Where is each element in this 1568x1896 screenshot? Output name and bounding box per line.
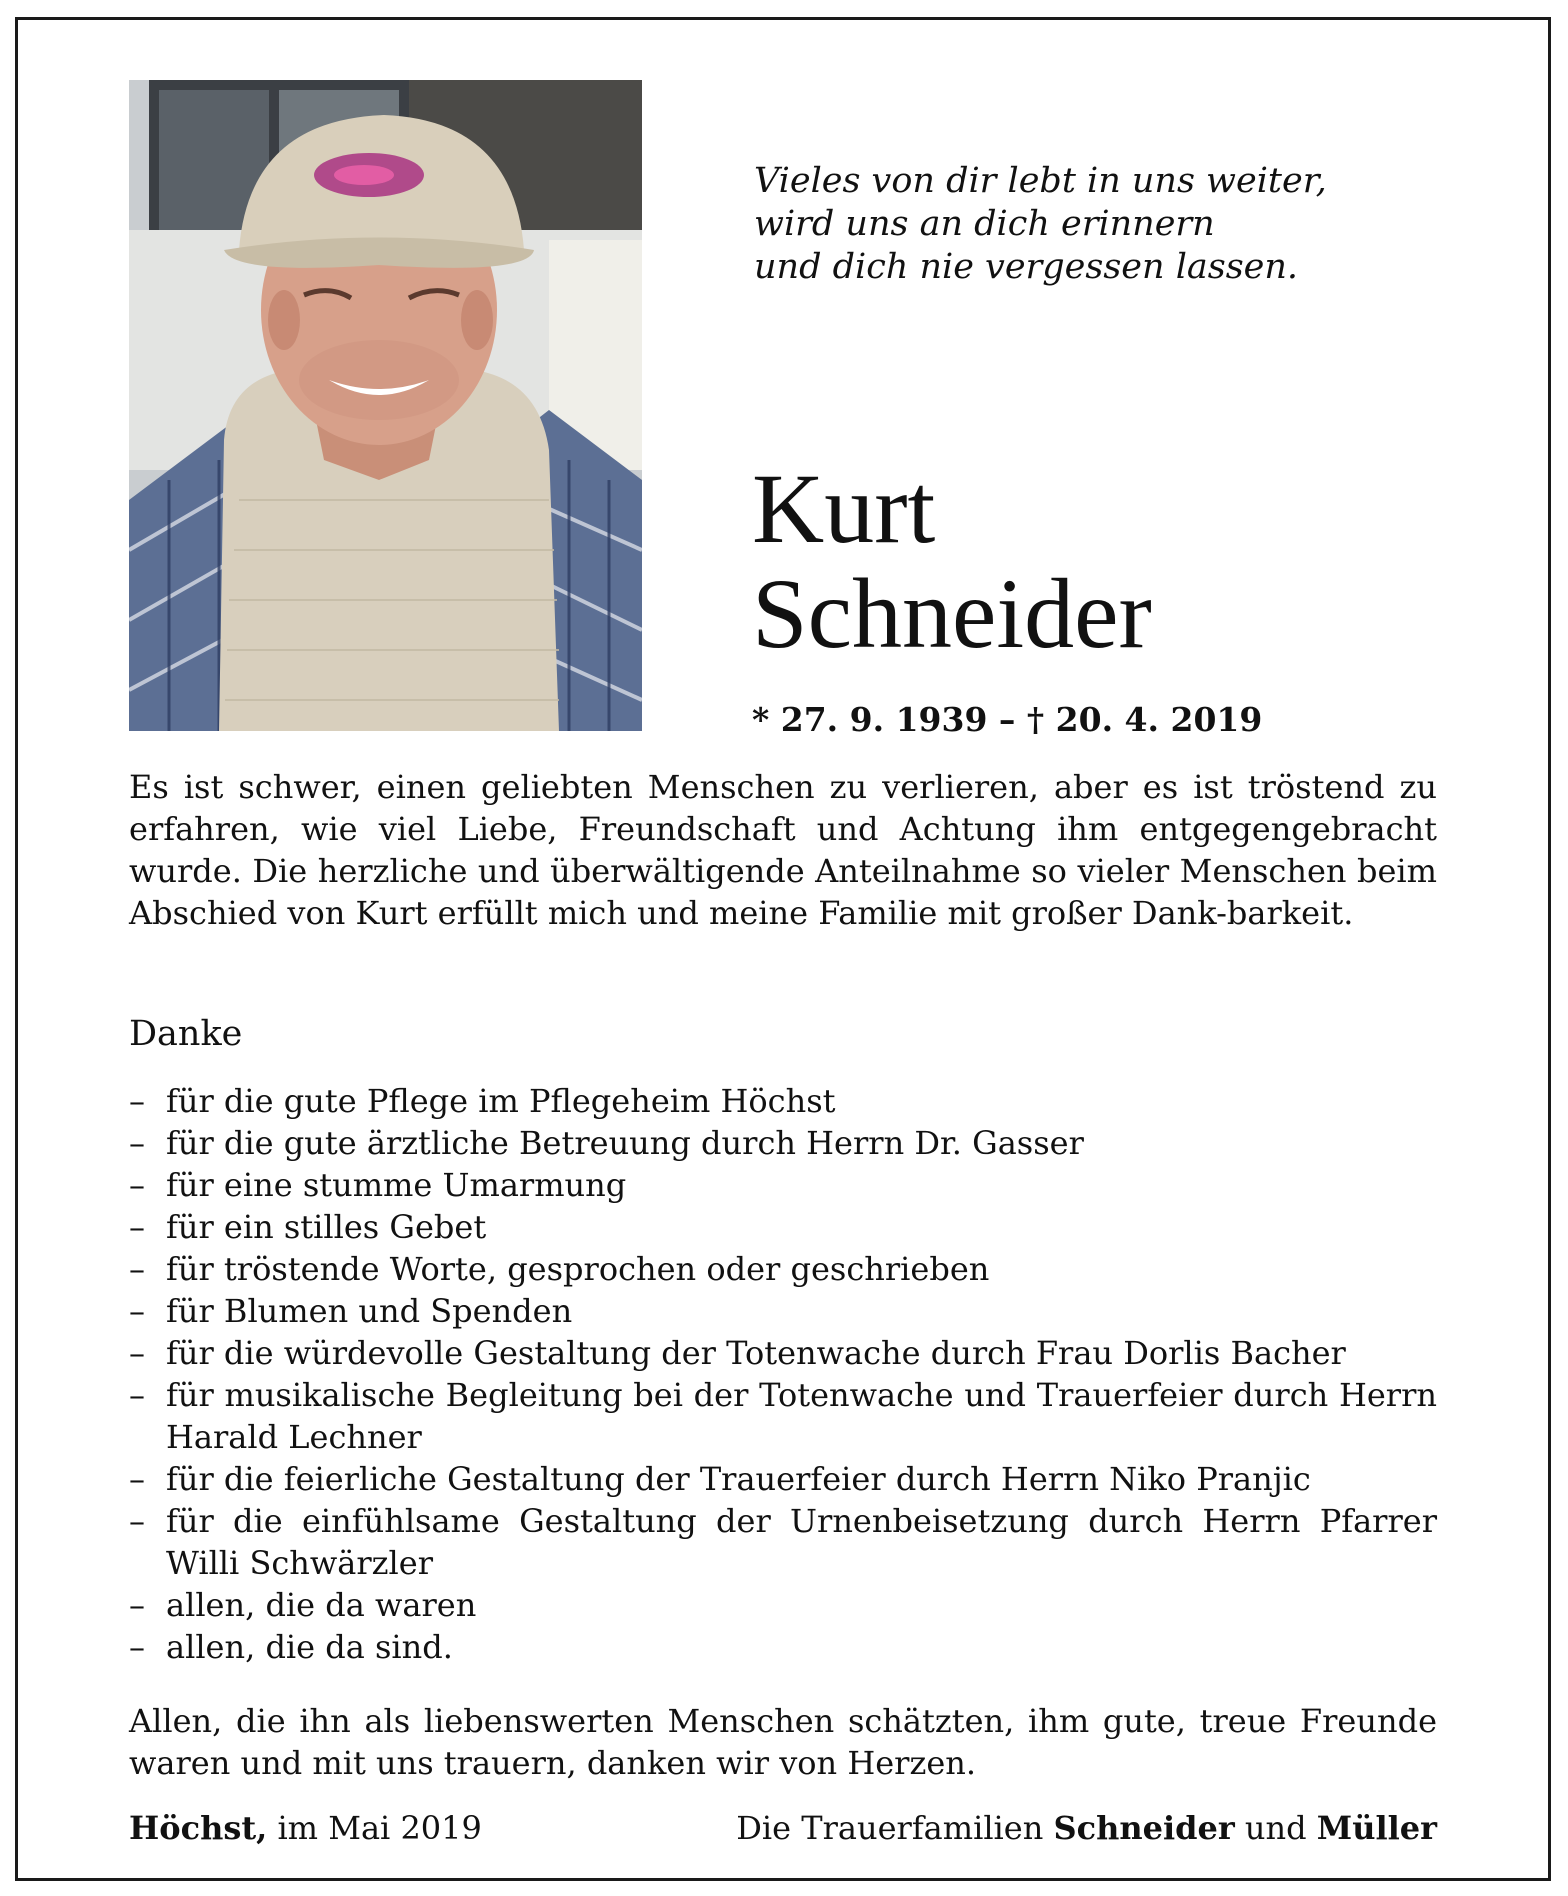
dash-marker: – (129, 1166, 145, 1204)
list-item (129, 1164, 1437, 1206)
list-item-text: allen, die da waren (166, 1586, 477, 1624)
thanks-list (129, 1080, 1437, 1668)
list-item (129, 1458, 1437, 1500)
intro-paragraph: Es ist schwer, einen geliebten Menschen zu verlieren, aber es ist tröstend zu erfahren, wie viel Liebe, Freundschaft und Achtung ihm entgegengebracht wurde. Die herzliche und überwältigende Anteilnahme so vieler Menschen beim Abschied von Kurt erfüllt mich und meine Familie mit großer Dank-barkeit. (129, 768, 1437, 932)
place: Höchst, (129, 1809, 268, 1847)
dash-marker: – (129, 1628, 145, 1666)
motto-line: wird uns an dich erinnern (754, 204, 1215, 244)
family-name-1: Schneider (1053, 1809, 1235, 1847)
family-name-2: Müller (1316, 1809, 1437, 1847)
list-item (129, 1248, 1437, 1290)
list-item-text: für eine stumme Umarmung (166, 1166, 627, 1204)
motto-verse (754, 160, 1454, 289)
list-item (129, 1332, 1437, 1374)
motto-line: und dich nie vergessen lassen. (754, 247, 1299, 287)
thanks-heading: Danke (129, 1014, 243, 1054)
list-item (129, 1584, 1437, 1626)
list-item (129, 1080, 1437, 1122)
dash-marker: – (129, 1292, 145, 1330)
life-dates: * 27. 9. 1939 – † 20. 4. 2019 (752, 700, 1263, 739)
list-item-text: für die gute Pflege im Pflegeheim Höchst (166, 1082, 836, 1120)
signature-line (736, 1807, 1437, 1849)
families-prefix: Die Trauerfamilien (736, 1809, 1054, 1847)
deceased-name (752, 453, 1152, 669)
place-date-line (129, 1807, 482, 1849)
list-item-text: für ein stilles Gebet (166, 1208, 487, 1246)
list-item-text: für die würdevolle Gestaltung der Totenwache durch Frau Dorlis Bacher (166, 1334, 1346, 1372)
conjunction: und (1234, 1809, 1317, 1847)
dash-marker: – (129, 1124, 145, 1162)
portrait-image (129, 80, 642, 731)
closing-paragraph: Allen, die ihn als liebenswerten Menschen schätzten, ihm gute, treue Freunde waren und mit uns trauern, danken wir von Herzen. (129, 1702, 1437, 1782)
list-item-text: für die feierliche Gestaltung der Trauerfeier durch Herrn Niko Pranjic (166, 1460, 1311, 1498)
last-name: Schneider (752, 558, 1152, 669)
list-item (129, 1122, 1437, 1164)
list-item (129, 1206, 1437, 1248)
dash-marker: – (129, 1334, 145, 1372)
list-item-text: für Blumen und Spenden (166, 1292, 573, 1330)
list-item (129, 1626, 1437, 1668)
dash-marker: – (129, 1250, 145, 1288)
list-item (129, 1500, 1437, 1584)
dash-marker: – (129, 1502, 145, 1540)
portrait-photo (129, 80, 642, 731)
first-name: Kurt (752, 453, 936, 564)
list-item-text: allen, die da sind. (166, 1628, 453, 1666)
list-item (129, 1290, 1437, 1332)
list-item-text: für die gute ärztliche Betreuung durch Herrn Dr. Gasser (166, 1124, 1084, 1162)
date: im Mai 2019 (267, 1809, 482, 1847)
dash-marker: – (129, 1208, 145, 1246)
dash-marker: – (129, 1082, 145, 1120)
motto-line: Vieles von dir lebt in uns weiter, (754, 161, 1327, 201)
list-item-text: für tröstende Worte, gesprochen oder geschrieben (166, 1250, 990, 1288)
dash-marker: – (129, 1586, 145, 1624)
dash-marker: – (129, 1376, 145, 1414)
list-item-text: für musikalische Begleitung bei der Totenwache und Trauerfeier durch Herrn Harald Lechner (166, 1376, 1437, 1456)
list-item (129, 1374, 1437, 1458)
dash-marker: – (129, 1460, 145, 1498)
list-item-text: für die einfühlsame Gestaltung der Urnenbeisetzung durch Herrn Pfarrer Willi Schwärzler (166, 1502, 1437, 1582)
